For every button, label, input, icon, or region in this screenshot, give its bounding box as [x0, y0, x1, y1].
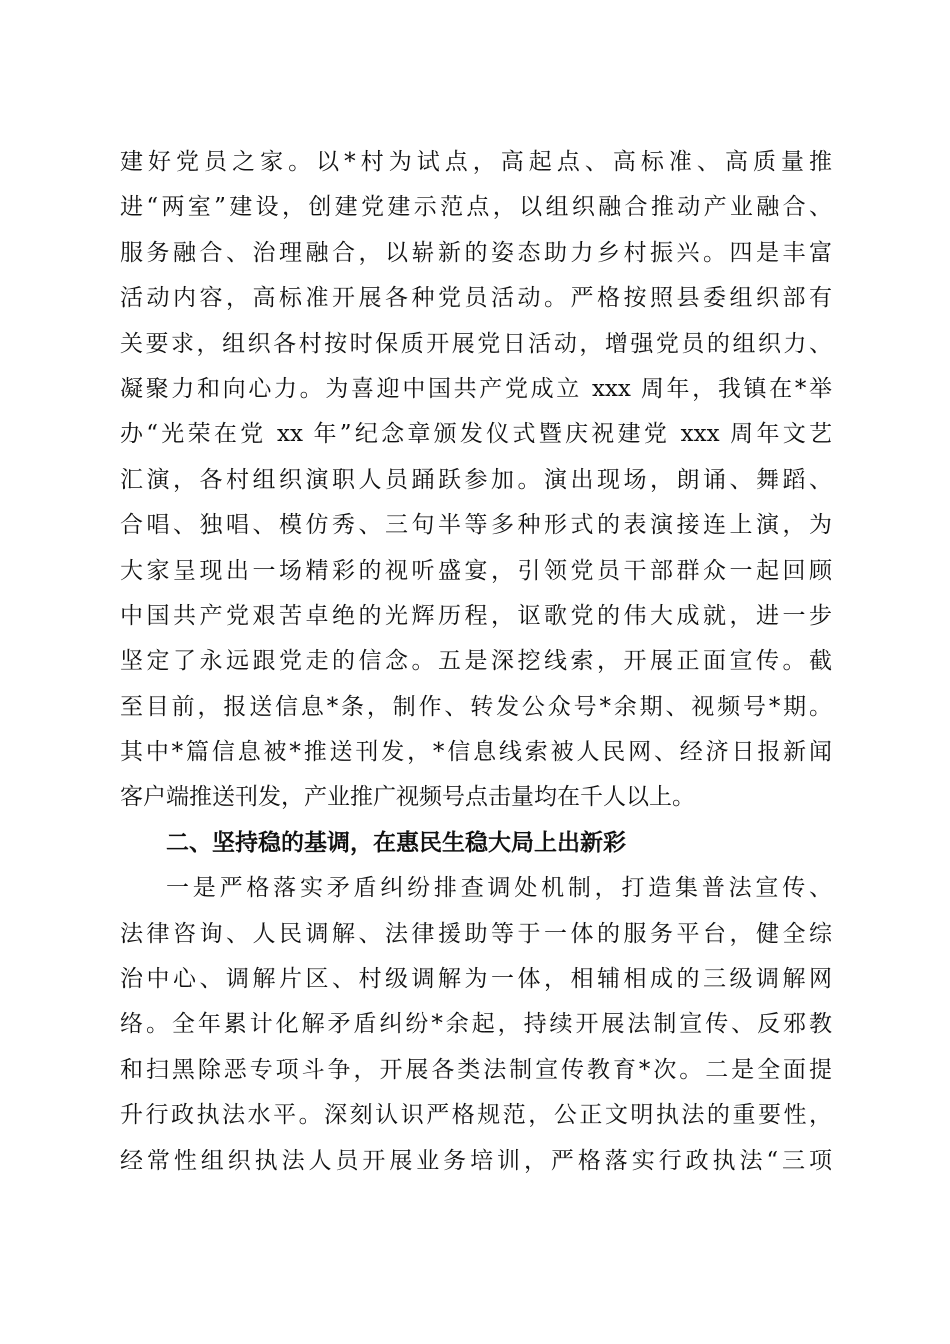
paragraph-line: 中国共产党艰苦卓绝的光辉历程，讴歌党的伟大成就，进一步 [120, 602, 832, 629]
paragraph-line: 汇演，各村组织演职人员踊跃参加。演出现场，朗诵、舞蹈、 [120, 466, 832, 493]
paragraph-line: 进“两室”建设，创建党建示范点，以组织融合推动产业融合、 [120, 194, 832, 221]
section-heading: 二、坚持稳的基调，在惠民生稳大局上出新彩 [166, 829, 626, 856]
paragraph-line: 坚定了永远跟党走的信念。五是深挖线索，开展正面宣传。截 [120, 648, 832, 675]
paragraph-line: 凝聚力和向心力。为喜迎中国共产党成立 xxx 周年，我镇在*举 [120, 375, 832, 402]
paragraph-line: 其中*篇信息被*推送刊发，*信息线索被人民网、经济日报新闻 [120, 739, 832, 766]
document-body [120, 140, 832, 1184]
paragraph-line: 服务融合、治理融合，以崭新的姿态助力乡村振兴。四是丰富 [120, 239, 832, 266]
paragraph-line: 合唱、独唱、模仿秀、三句半等多种形式的表演接连上演，为 [120, 512, 832, 539]
paragraph-line: 至目前，报送信息*条，制作、转发公众号*余期、视频号*期。 [120, 693, 832, 720]
paragraph-line: 客户端推送刊发，产业推广视频号点击量均在千人以上。 [120, 784, 695, 811]
paragraph-line: 活动内容，高标准开展各种党员活动。严格按照县委组织部有 [120, 285, 832, 312]
paragraph-line: 和扫黑除恶专项斗争，开展各类法制宣传教育*次。二是全面提 [120, 1056, 832, 1083]
paragraph-line: 办“光荣在党 xx 年”纪念章颁发仪式暨庆祝建党 xxx 周年文艺 [120, 421, 832, 448]
paragraph-line: 法律咨询、人民调解、法律援助等于一体的服务平台，健全综 [120, 920, 832, 947]
paragraph-line: 升行政执法水平。深刻认识严格规范，公正文明执法的重要性， [120, 1102, 832, 1129]
paragraph-line: 建好党员之家。以*村为试点，高起点、高标准、高质量推 [120, 149, 832, 175]
paragraph-line: 络。全年累计化解矛盾纠纷*余起，持续开展法制宣传、反邪教 [120, 1011, 832, 1038]
paragraph-line: 一是严格落实矛盾纠纷排查调处机制，打造集普法宣传、 [166, 875, 832, 902]
paragraph-line: 大家呈现出一场精彩的视听盛宴，引领党员干部群众一起回顾 [120, 557, 832, 584]
paragraph-line: 经常性组织执法人员开展业务培训，严格落实行政执法“三项 [120, 1147, 832, 1174]
paragraph-line: 治中心、调解片区、村级调解为一体，相辅相成的三级调解网 [120, 966, 832, 993]
paragraph-line: 关要求，组织各村按时保质开展党日活动，增强党员的组织力、 [120, 330, 832, 357]
